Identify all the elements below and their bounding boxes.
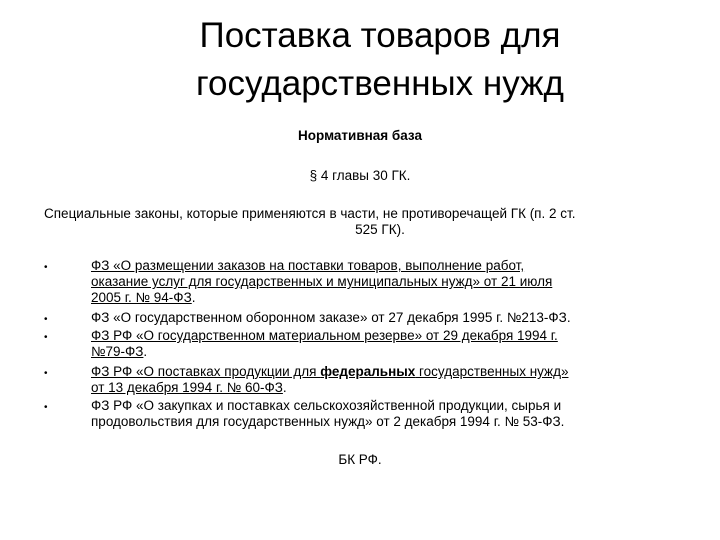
list-item: [91, 398, 691, 430]
law-link-94fz-part3[interactable]: 2005 г. № 94-ФЗ: [91, 290, 192, 305]
law-link-94fz-part1[interactable]: ФЗ «О размещении заказов на поставки товаров, выполнение работ,: [91, 258, 525, 273]
law-text-53fz-line1: ФЗ РФ «О закупках и поставках сельскохозяйственной продукции, сырья и: [91, 398, 562, 413]
bullet-marker: •: [44, 314, 48, 325]
law-link-94fz-part2[interactable]: оказание услуг для государственных и муниципальных нужд» от 21 июля: [91, 274, 553, 289]
bullet-marker: •: [44, 368, 48, 379]
footer-bk-rf: БК РФ.: [338, 452, 382, 467]
bullet-marker: •: [44, 332, 48, 343]
list-item: [91, 364, 691, 396]
law-link-79fz-part2[interactable]: №79-ФЗ: [91, 344, 144, 359]
bullet-marker: •: [44, 262, 48, 273]
subtitle-normative-base: Нормативная база: [298, 128, 422, 143]
list-item: [91, 258, 691, 306]
slide-title: [100, 12, 660, 108]
punctuation: .: [143, 344, 148, 359]
law-link-60fz-part1[interactable]: [91, 364, 568, 379]
list-item: [91, 328, 691, 360]
law-text-213fz: ФЗ «О государственном оборонном заказе» от 27 декабря 1995 г. №213-ФЗ.: [91, 310, 571, 325]
bullet-marker: •: [44, 402, 48, 413]
special-laws-line-2: 525 ГК).: [355, 222, 405, 237]
law-link-60fz-text-b: государственных нужд»: [415, 364, 569, 379]
title-line-2: государственных нужд: [196, 64, 564, 103]
gk-reference: § 4 главы 30 ГК.: [309, 168, 411, 183]
punctuation: .: [282, 380, 287, 395]
special-laws-line-1: Специальные законы, которые применяются в части, не противоречащей ГК (п. 2 ст.: [44, 206, 576, 221]
list-item: [91, 310, 691, 326]
law-link-60fz-bold: федеральных: [320, 364, 416, 379]
law-link-79fz-part1[interactable]: ФЗ РФ «О государственном материальном резерве» от 29 декабря 1994 г.: [91, 328, 558, 343]
law-link-60fz-part2[interactable]: от 13 декабря 1994 г. № 60-ФЗ: [91, 380, 283, 395]
law-link-60fz-text-a: ФЗ РФ «О поставках продукции для: [91, 364, 321, 379]
title-line-1: Поставка товаров для: [199, 16, 561, 55]
punctuation: .: [191, 290, 196, 305]
law-text-53fz-line2: продовольствия для государственных нужд» от 2 декабря 1994 г. № 53-ФЗ.: [91, 414, 565, 429]
